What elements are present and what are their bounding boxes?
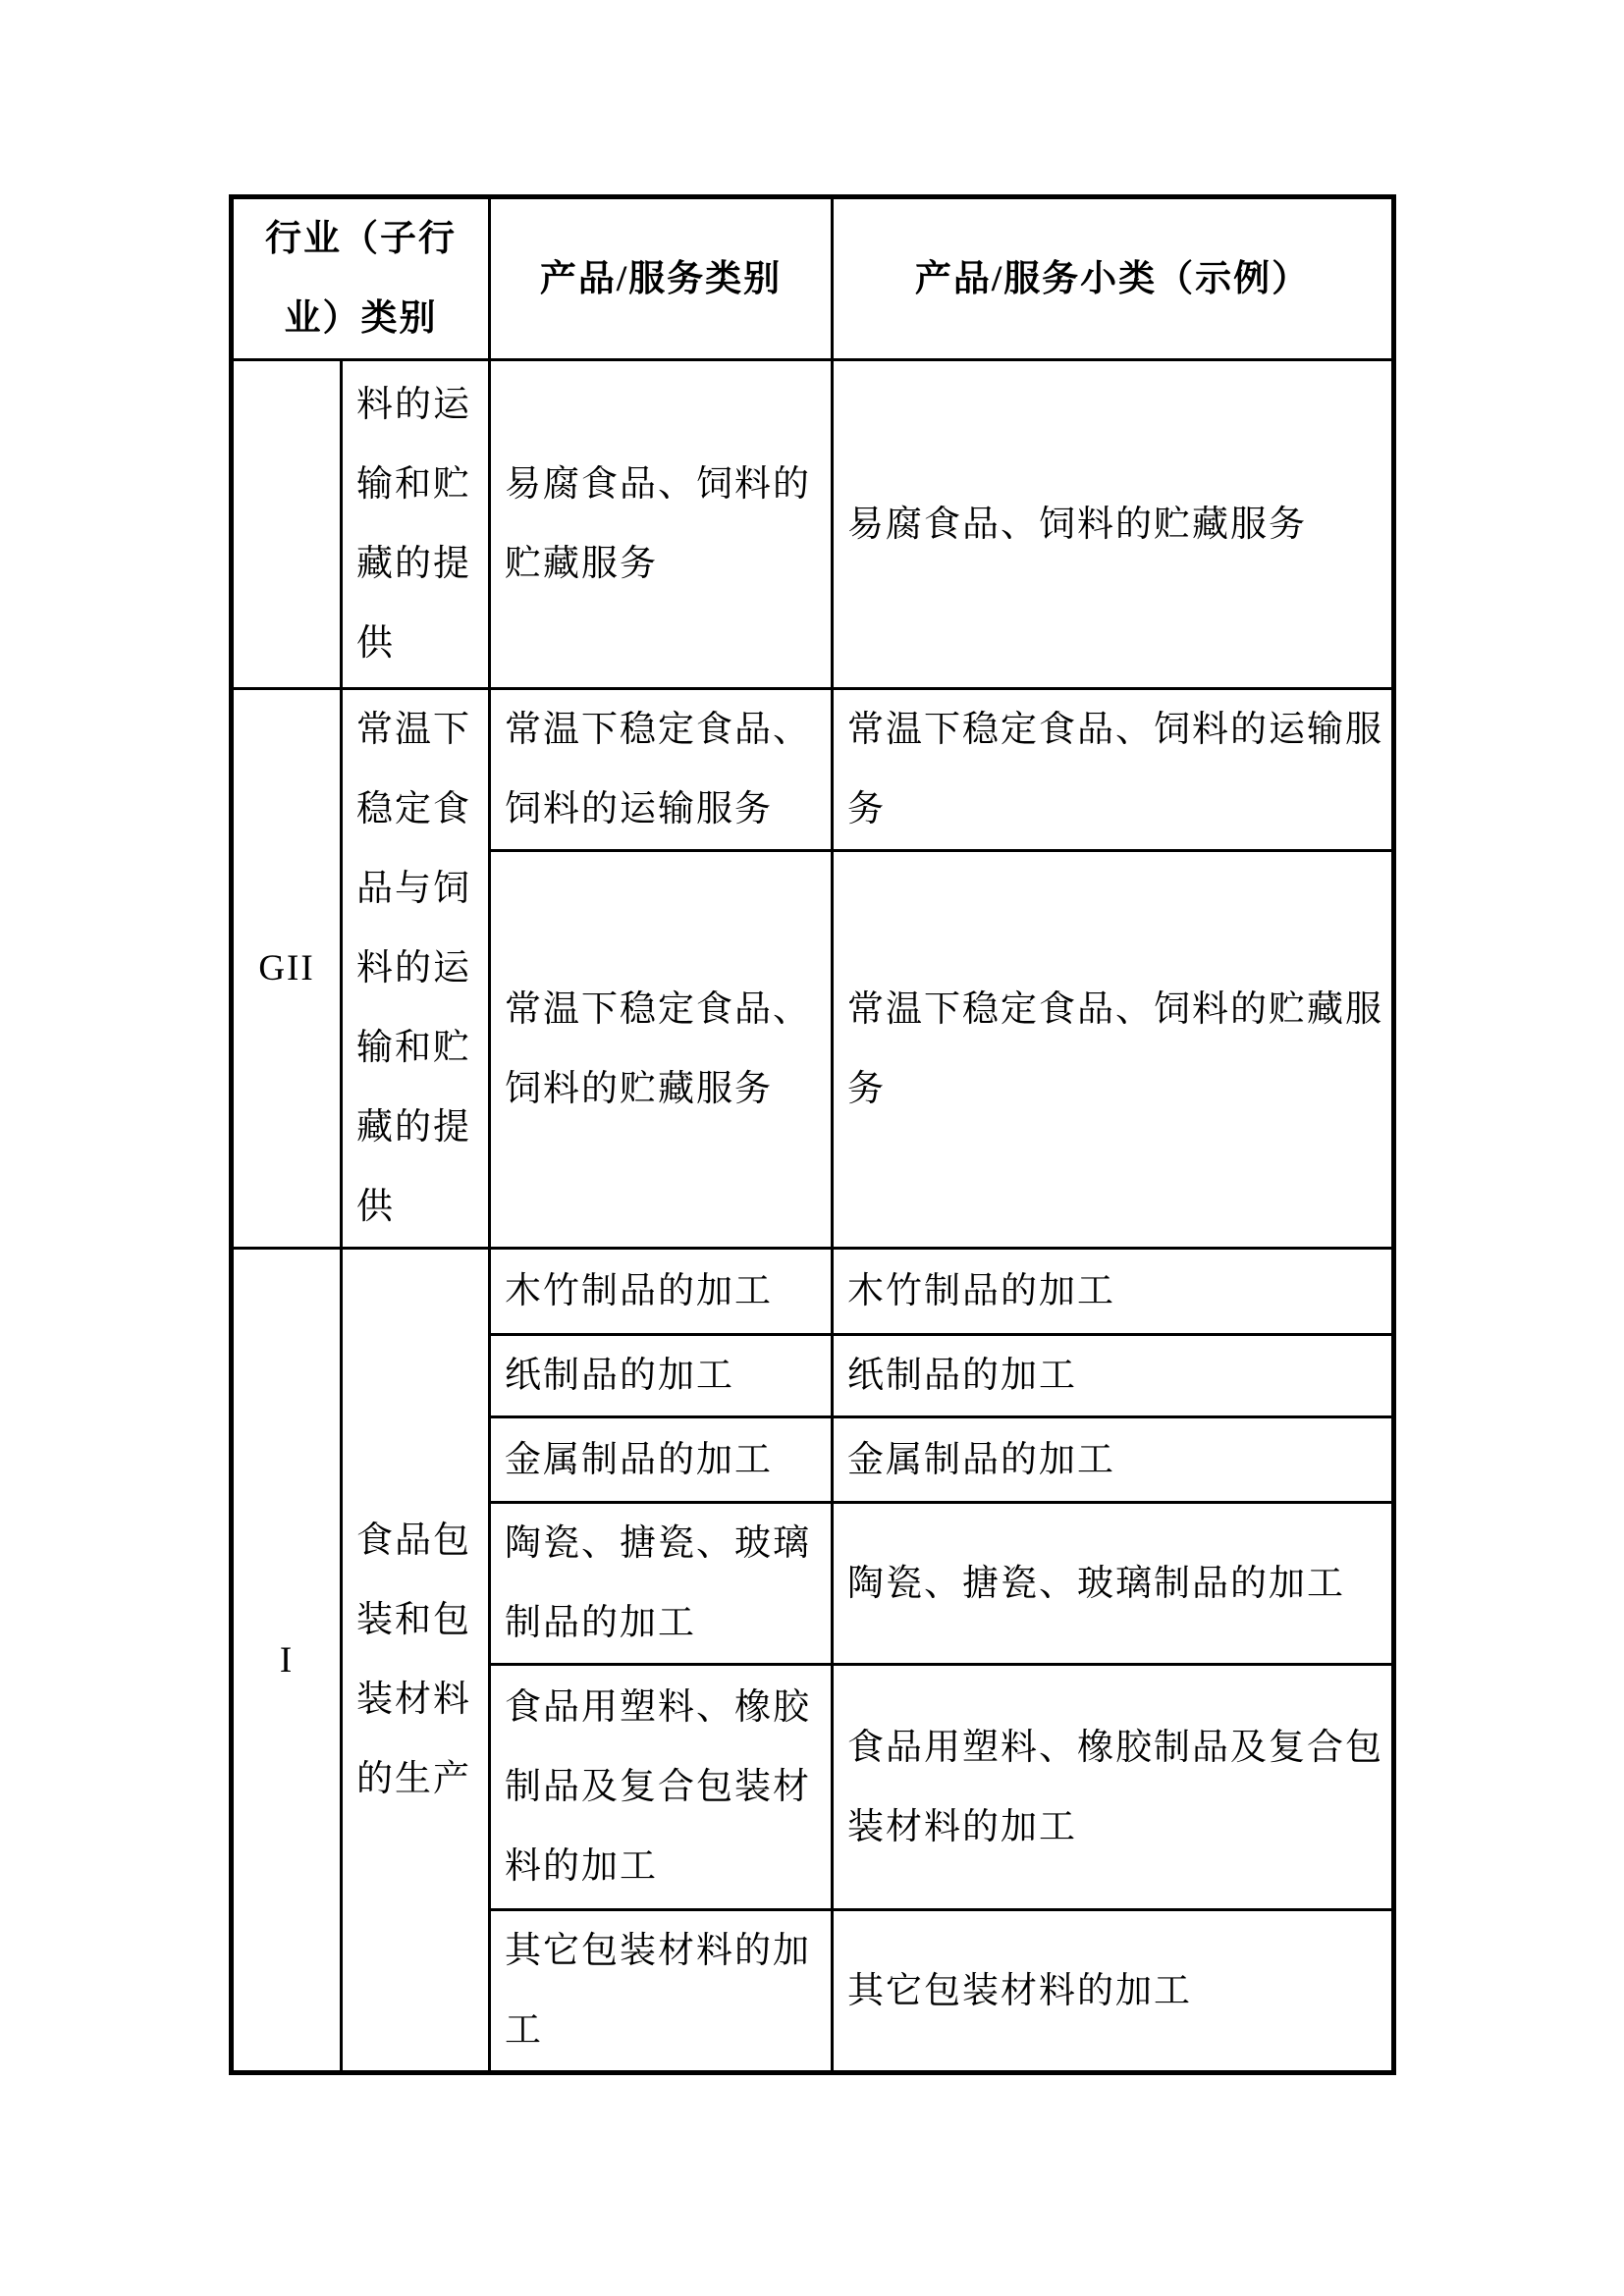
cell-i-category-paper: 纸制品的加工 bbox=[490, 1335, 833, 1417]
cell-prev-category: 易腐食品、饲料的 贮藏服务 bbox=[490, 360, 833, 689]
cell-gii-subcategory-transport: 常温下稳定食品、饲料的运输服 务 bbox=[833, 689, 1394, 851]
header-cell-product-service-subcategory: 产品/服务小类（示例） bbox=[833, 197, 1394, 360]
cell-i-category-plastic-rubber-composite: 食品用塑料、橡胶 制品及复合包装材 料的加工 bbox=[490, 1665, 833, 1910]
cell-i-subcategory-metal: 金属制品的加工 bbox=[833, 1417, 1394, 1503]
cell-gii-subcategory-storage: 常温下稳定食品、饲料的贮藏服 务 bbox=[833, 851, 1394, 1249]
cell-prev-sub-industry: 料的运 输和贮 藏的提 供 bbox=[342, 360, 490, 689]
cell-i-category-other-packaging: 其它包装材料的加 工 bbox=[490, 1910, 833, 2073]
header-cell-industry-type: 行业（子行 业）类别 bbox=[232, 197, 490, 360]
cell-i-subcategory-paper: 纸制品的加工 bbox=[833, 1335, 1394, 1417]
cell-i-category-ceramic-enamel-glass: 陶瓷、搪瓷、玻璃 制品的加工 bbox=[490, 1503, 833, 1665]
cell-prev-industry-code bbox=[232, 360, 342, 689]
cell-gii-sub-industry: 常温下 稳定食 品与饲 料的运 输和贮 藏的提 供 bbox=[342, 689, 490, 1249]
cell-gii-industry-code: GII bbox=[232, 689, 342, 1249]
cell-i-subcategory-plastic-rubber-composite: 食品用塑料、橡胶制品及复合包 装材料的加工 bbox=[833, 1665, 1394, 1910]
cell-gii-category-transport: 常温下稳定食品、 饲料的运输服务 bbox=[490, 689, 833, 851]
cell-i-subcategory-wood-bamboo: 木竹制品的加工 bbox=[833, 1249, 1394, 1335]
cell-i-category-wood-bamboo: 木竹制品的加工 bbox=[490, 1249, 833, 1335]
cell-i-category-metal: 金属制品的加工 bbox=[490, 1417, 833, 1503]
cell-prev-subcategory: 易腐食品、饲料的贮藏服务 bbox=[833, 360, 1394, 689]
table-header-row bbox=[232, 197, 1394, 360]
header-cell-product-service-category: 产品/服务类别 bbox=[490, 197, 833, 360]
cell-i-industry-code: I bbox=[232, 1249, 342, 2073]
table-row-prev-continuation bbox=[232, 360, 1394, 689]
cell-i-sub-industry: 食品包 装和包 装材料 的生产 bbox=[342, 1249, 490, 2073]
table-row-i-1 bbox=[232, 1249, 1394, 1335]
industry-classification-table bbox=[229, 194, 1396, 2075]
cell-i-subcategory-other-packaging: 其它包装材料的加工 bbox=[833, 1910, 1394, 2073]
table-row-gii-1 bbox=[232, 689, 1394, 851]
cell-i-subcategory-ceramic-enamel-glass: 陶瓷、搪瓷、玻璃制品的加工 bbox=[833, 1503, 1394, 1665]
cell-gii-category-storage: 常温下稳定食品、 饲料的贮藏服务 bbox=[490, 851, 833, 1249]
